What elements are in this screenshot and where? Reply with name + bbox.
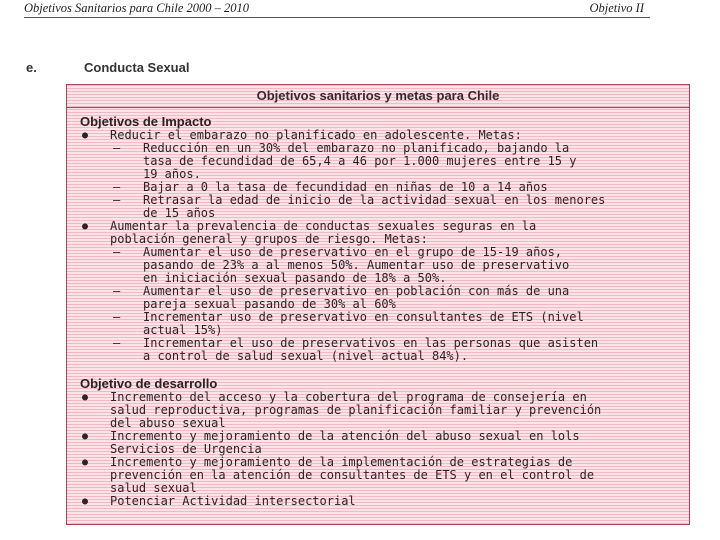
text-line: Reducir el embarazo no planificado en adolescente. Metas: <box>110 128 522 142</box>
dash-icon: – <box>113 180 121 194</box>
text-line: Retrasar la edad de inicio de la actividad sexual en los menores <box>143 193 606 207</box>
text-line: Servicios de Urgencia <box>110 442 262 456</box>
text-line: actual 15%) <box>143 323 223 337</box>
list-item <box>80 430 686 456</box>
impact-heading: Objetivos de Impacto <box>80 114 212 129</box>
list-item <box>80 285 686 311</box>
text-line: Potenciar Actividad intersectorial <box>110 494 356 508</box>
objectives-box <box>66 84 690 525</box>
text-line: salud reproductiva, programas de planificación familiar y prevención <box>110 403 602 417</box>
list-item <box>80 194 686 220</box>
text-line: Incremento y mejoramiento de la atención del abuso sexual en lols <box>110 429 580 443</box>
document-title: Objetivos Sanitarios para Chile 2000 – 2010 <box>24 1 249 15</box>
text-line: Incrementar el uso de preservativos en las personas que asisten <box>143 336 599 350</box>
bullet-icon: ● <box>82 457 89 468</box>
text-line: Reducción en un 30% del embarazo no planificado, bajando la <box>143 141 570 155</box>
text-line: a control de salud sexual (nivel actual 84%). <box>143 349 469 363</box>
text-line: Incremento y mejoramiento de la implementación de estrategias de <box>110 455 573 469</box>
box-content <box>80 115 686 508</box>
bullet-icon: ● <box>82 130 89 141</box>
bullet-icon: ● <box>82 496 89 507</box>
text-line: de 15 años <box>143 206 216 220</box>
list-item <box>80 456 686 495</box>
dash-icon: – <box>113 336 121 350</box>
text-line: pasando de 23% a al menos 50%. Aumentar uso de preservativo <box>143 258 570 272</box>
text-line: Bajar a 0 la tasa de fecundidad en niñas de 10 a 14 años <box>143 180 548 194</box>
text-line: salud sexual <box>110 481 197 495</box>
list-item <box>80 495 686 508</box>
page-header <box>24 0 650 18</box>
bullet-icon: ● <box>82 221 89 232</box>
list-item <box>80 311 686 337</box>
dash-icon: – <box>113 141 121 155</box>
text-line: pareja sexual pasando de 30% al 60% <box>143 297 396 311</box>
text-line: población general y grupos de riesgo. Metas: <box>110 232 428 246</box>
text-line: en iniciación sexual pasando de 18% a 50%. <box>143 271 447 285</box>
dash-icon: – <box>113 245 121 259</box>
bullet-icon: ● <box>82 392 89 403</box>
text-line: tasa de fecundidad de 65,4 a 46 por 1.000 mujeres entre 15 y <box>143 154 577 168</box>
dash-icon: – <box>113 310 121 324</box>
text-line: Aumentar el uso de preservativo en población con más de una <box>143 284 570 298</box>
box-title: Objetivos sanitarios y metas para Chile <box>67 88 689 108</box>
list-item <box>80 246 686 285</box>
text-line: 19 años. <box>143 167 201 181</box>
development-heading: Objetivo de desarrollo <box>80 376 218 391</box>
dash-icon: – <box>113 284 121 298</box>
text-line: Incremento del acceso y la cobertura del programa de consejería en <box>110 390 587 404</box>
text-line: Aumentar el uso de preservativo en el grupo de 15-19 años, <box>143 245 563 259</box>
spacer <box>80 363 686 377</box>
dash-icon: – <box>113 193 121 207</box>
text-line: Aumentar la prevalencia de conductas sexuales seguras en la <box>110 219 537 233</box>
list-item <box>80 142 686 181</box>
objective-label: Objetivo II <box>589 1 644 15</box>
list-item <box>80 220 686 246</box>
text-line: prevención en la atención de consultantes de ETS y en el control de <box>110 468 595 482</box>
text-line: del abuso sexual <box>110 416 226 430</box>
list-item <box>80 391 686 430</box>
section-title: Conducta Sexual <box>84 60 190 75</box>
text-line: Incrementar uso de preservativo en consultantes de ETS (nivel <box>143 310 584 324</box>
bullet-icon: ● <box>82 431 89 442</box>
section-letter: e. <box>26 60 37 75</box>
list-item <box>80 337 686 363</box>
